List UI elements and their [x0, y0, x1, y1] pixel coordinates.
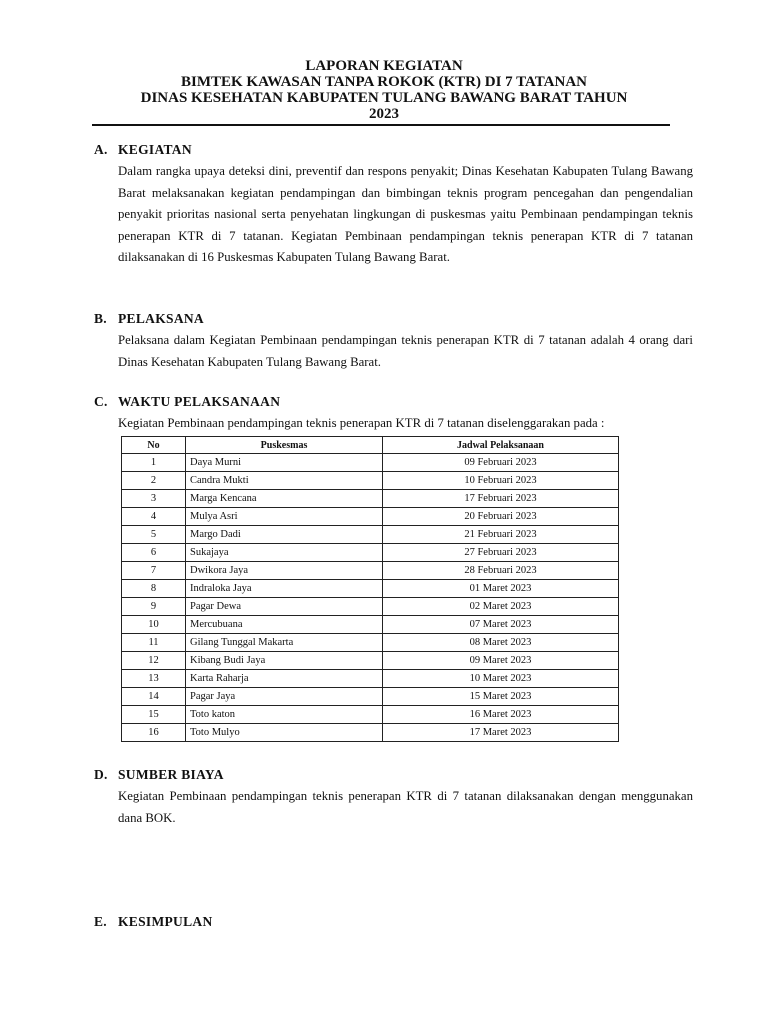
report-agency: DINAS KESEHATAN KABUPATEN TULANG BAWANG BARAT TAHUN: [140, 90, 628, 106]
row-number: 4: [122, 508, 186, 526]
row-puskesmas: Sukajaya: [186, 544, 383, 562]
section-c-heading: [94, 394, 280, 410]
table-row: [122, 670, 619, 688]
row-jadwal: 28 Februari 2023: [383, 562, 619, 580]
section-e-heading: [94, 914, 213, 930]
row-number: 9: [122, 598, 186, 616]
row-number: 2: [122, 472, 186, 490]
section-d-text: Kegiatan Pembinaan pendampingan teknis penerapan KTR di 7 tatanan dilaksanakan dengan menggunakan dana BOK.: [118, 789, 693, 825]
table-row: [122, 490, 619, 508]
row-puskesmas: Dwikora Jaya: [186, 562, 383, 580]
row-number: 6: [122, 544, 186, 562]
row-puskesmas: Marga Kencana: [186, 490, 383, 508]
report-subtitle: BIMTEK KAWASAN TANPA ROKOK (KTR) DI 7 TATANAN: [180, 74, 587, 90]
row-number: 5: [122, 526, 186, 544]
section-c-letter: C.: [94, 394, 108, 409]
table-row: [122, 634, 619, 652]
row-jadwal: 20 Februari 2023: [383, 508, 619, 526]
row-puskesmas: Pagar Jaya: [186, 688, 383, 706]
table-row: [122, 562, 619, 580]
row-jadwal: 07 Maret 2023: [383, 616, 619, 634]
section-d-heading: [94, 767, 224, 783]
column-header-jadwal: Jadwal Pelaksanaan: [383, 437, 619, 454]
row-puskesmas: Daya Murni: [186, 454, 383, 472]
section-b-text: Pelaksana dalam Kegiatan Pembinaan pendampingan teknis penerapan KTR di 7 tatanan adalah 4 orang dari Dinas Kesehatan Kabupaten Tulang Bawang Barat.: [118, 333, 693, 369]
row-puskesmas: Mulya Asri: [186, 508, 383, 526]
row-jadwal: 08 Maret 2023: [383, 634, 619, 652]
table-row: [122, 580, 619, 598]
column-header-puskesmas: Puskesmas: [186, 437, 383, 454]
row-number: 3: [122, 490, 186, 508]
table-row: [122, 454, 619, 472]
table-row: [122, 706, 619, 724]
row-number: 14: [122, 688, 186, 706]
section-a-heading: [94, 142, 192, 158]
row-number: 8: [122, 580, 186, 598]
table-row: [122, 598, 619, 616]
section-a-text: Dalam rangka upaya deteksi dini, preventif dan respons penyakit; Dinas Kesehatan Kabupaten Tulang Bawang Barat melaksanakan kegiatan pendampingan dan bimbingan teknis program pencegahan dan pengendalian penyakit prioritas nasional serta penyehatan lingkungan di puskesmas yaitu Pembinaan pendampingan teknis penerapan KTR di 7 tatanan. Kegiatan Pembinaan pendampingan teknis penerapan KTR di 7 tatanan dilaksanakan di 16 Puskesmas Kabupaten Tulang Bawang Barat.: [118, 164, 693, 264]
row-puskesmas: Kibang Budi Jaya: [186, 652, 383, 670]
section-a-title: KEGIATAN: [118, 142, 192, 157]
table-row: [122, 652, 619, 670]
row-jadwal: 09 Maret 2023: [383, 652, 619, 670]
section-b-letter: B.: [94, 311, 107, 326]
row-number: 16: [122, 724, 186, 742]
row-number: 10: [122, 616, 186, 634]
row-jadwal: 17 Maret 2023: [383, 724, 619, 742]
table-row: [122, 688, 619, 706]
table-row: [122, 472, 619, 490]
section-e-letter: E.: [94, 914, 107, 929]
section-a-letter: A.: [94, 142, 108, 157]
row-jadwal: 16 Maret 2023: [383, 706, 619, 724]
table-row: [122, 724, 619, 742]
row-jadwal: 09 Februari 2023: [383, 454, 619, 472]
row-jadwal: 27 Februari 2023: [383, 544, 619, 562]
row-puskesmas: Mercubuana: [186, 616, 383, 634]
report-year: 2023: [369, 106, 399, 122]
section-b-heading: [94, 311, 204, 327]
header-divider: [92, 124, 670, 126]
section-e-title: KESIMPULAN: [118, 914, 213, 929]
row-puskesmas: Toto katon: [186, 706, 383, 724]
report-title: LAPORAN KEGIATAN: [305, 58, 463, 74]
row-jadwal: 15 Maret 2023: [383, 688, 619, 706]
row-number: 1: [122, 454, 186, 472]
row-jadwal: 21 Februari 2023: [383, 526, 619, 544]
row-jadwal: 10 Februari 2023: [383, 472, 619, 490]
table-header-row: [122, 437, 619, 454]
row-number: 12: [122, 652, 186, 670]
section-c-text: Kegiatan Pembinaan pendampingan teknis penerapan KTR di 7 tatanan diselenggarakan pada :: [118, 416, 605, 430]
table-row: [122, 508, 619, 526]
row-puskesmas: Pagar Dewa: [186, 598, 383, 616]
schedule-table-body: [122, 454, 619, 742]
row-number: 15: [122, 706, 186, 724]
row-puskesmas: Gilang Tunggal Makarta: [186, 634, 383, 652]
row-puskesmas: Margo Dadi: [186, 526, 383, 544]
section-d-letter: D.: [94, 767, 108, 782]
section-c-title: WAKTU PELAKSANAAN: [118, 394, 281, 409]
table-row: [122, 616, 619, 634]
row-number: 7: [122, 562, 186, 580]
section-d-title: SUMBER BIAYA: [118, 767, 224, 782]
row-puskesmas: Karta Raharja: [186, 670, 383, 688]
row-jadwal: 01 Maret 2023: [383, 580, 619, 598]
schedule-table: [121, 436, 619, 742]
row-jadwal: 17 Februari 2023: [383, 490, 619, 508]
row-jadwal: 10 Maret 2023: [383, 670, 619, 688]
row-number: 11: [122, 634, 186, 652]
row-puskesmas: Candra Mukti: [186, 472, 383, 490]
column-header-no: No: [122, 437, 186, 454]
table-row: [122, 544, 619, 562]
row-number: 13: [122, 670, 186, 688]
row-puskesmas: Toto Mulyo: [186, 724, 383, 742]
table-row: [122, 526, 619, 544]
row-jadwal: 02 Maret 2023: [383, 598, 619, 616]
row-puskesmas: Indraloka Jaya: [186, 580, 383, 598]
section-b-title: PELAKSANA: [118, 311, 204, 326]
